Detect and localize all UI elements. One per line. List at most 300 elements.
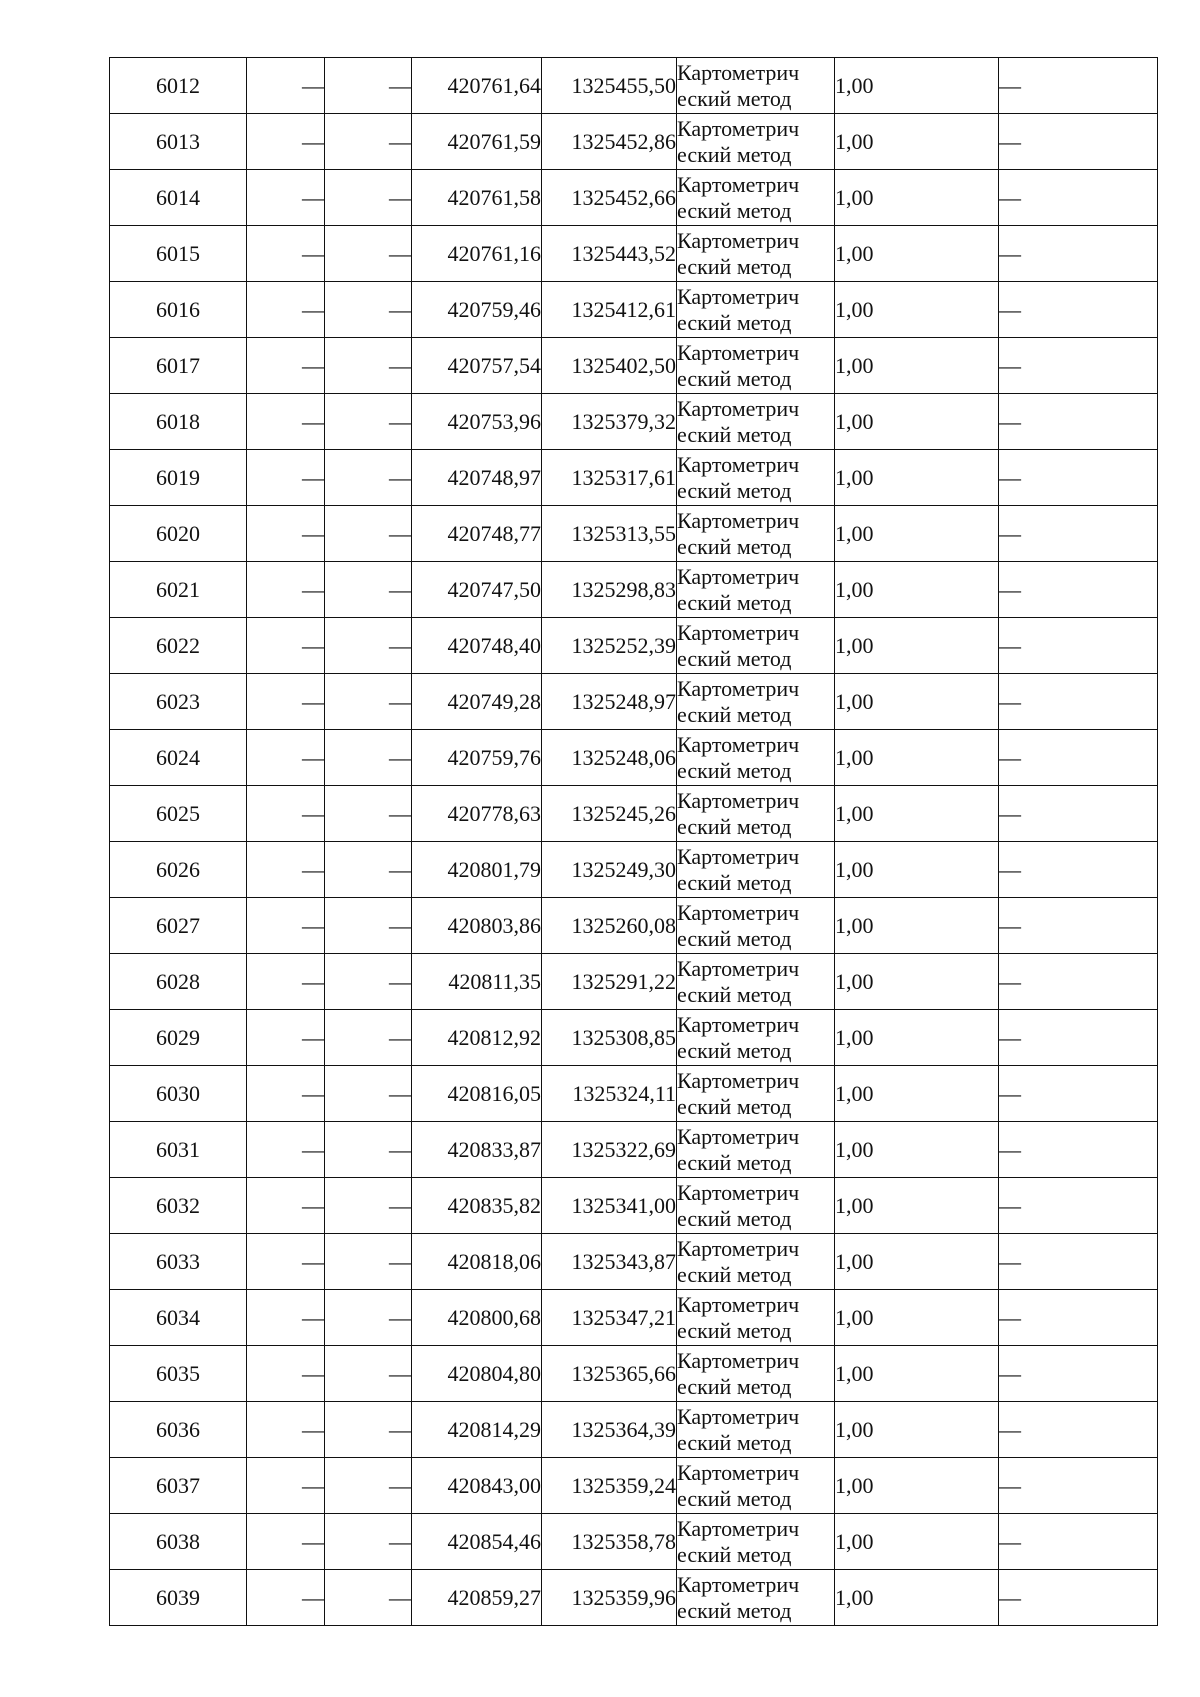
method-text-line2: еский метод [677, 981, 792, 1007]
empty-value-cell: — [247, 282, 325, 338]
note-cell: — [999, 1290, 1158, 1346]
accuracy-cell: 1,00 [835, 1514, 999, 1570]
empty-value-cell: — [325, 674, 412, 730]
empty-value-cell: — [247, 674, 325, 730]
accuracy-cell: 1,00 [835, 338, 999, 394]
method-text-line1: Картометрич [677, 452, 800, 478]
table-row [110, 954, 1158, 1010]
y-coordinate-cell: 1325322,69 [542, 1122, 677, 1178]
method-text-line1: Картометрич [677, 1460, 800, 1486]
table-row [110, 226, 1158, 282]
method-cell [677, 898, 835, 954]
x-coordinate-cell: 420778,63 [412, 786, 542, 842]
y-coordinate-cell: 1325379,32 [542, 394, 677, 450]
empty-value-cell: — [325, 1178, 412, 1234]
empty-value-cell: — [325, 842, 412, 898]
method-text-line2: еский метод [677, 701, 792, 727]
table-row [110, 338, 1158, 394]
accuracy-cell: 1,00 [835, 1122, 999, 1178]
empty-value-cell: — [247, 618, 325, 674]
method-cell [677, 450, 835, 506]
method-cell [677, 1402, 835, 1458]
y-coordinate-cell: 1325324,11 [542, 1066, 677, 1122]
method-text-line1: Картометрич [677, 732, 800, 758]
y-coordinate-cell: 1325291,22 [542, 954, 677, 1010]
empty-value-cell: — [247, 226, 325, 282]
y-coordinate-cell: 1325347,21 [542, 1290, 677, 1346]
method-text-line1: Картометрич [677, 1292, 800, 1318]
note-cell: — [999, 1066, 1158, 1122]
empty-value-cell: — [325, 618, 412, 674]
x-coordinate-cell: 420761,64 [412, 58, 542, 114]
empty-value-cell: — [247, 338, 325, 394]
method-text-line1: Картометрич [677, 788, 800, 814]
x-coordinate-cell: 420761,59 [412, 114, 542, 170]
note-cell: — [999, 394, 1158, 450]
empty-value-cell: — [325, 1122, 412, 1178]
x-coordinate-cell: 420811,35 [412, 954, 542, 1010]
empty-value-cell: — [247, 394, 325, 450]
accuracy-cell: 1,00 [835, 1290, 999, 1346]
note-cell: — [999, 954, 1158, 1010]
method-text-line2: еский метод [677, 85, 792, 111]
table-row [110, 618, 1158, 674]
note-cell: — [999, 282, 1158, 338]
accuracy-cell: 1,00 [835, 114, 999, 170]
empty-value-cell: — [247, 170, 325, 226]
method-cell [677, 1010, 835, 1066]
empty-value-cell: — [247, 1402, 325, 1458]
y-coordinate-cell: 1325260,08 [542, 898, 677, 954]
method-text-line1: Картометрич [677, 1572, 800, 1598]
method-cell [677, 1066, 835, 1122]
method-text-line1: Картометрич [677, 1180, 800, 1206]
method-text-line2: еский метод [677, 1149, 792, 1175]
method-text-line1: Картометрич [677, 340, 800, 366]
empty-value-cell: — [247, 1010, 325, 1066]
point-number-cell: 6033 [110, 1234, 247, 1290]
x-coordinate-cell: 420818,06 [412, 1234, 542, 1290]
method-cell [677, 1122, 835, 1178]
method-text-line2: еский метод [677, 253, 792, 279]
x-coordinate-cell: 420761,58 [412, 170, 542, 226]
empty-value-cell: — [247, 1458, 325, 1514]
note-cell: — [999, 1570, 1158, 1626]
note-cell: — [999, 58, 1158, 114]
y-coordinate-cell: 1325252,39 [542, 618, 677, 674]
x-coordinate-cell: 420843,00 [412, 1458, 542, 1514]
point-number-cell: 6020 [110, 506, 247, 562]
empty-value-cell: — [247, 954, 325, 1010]
method-text-line1: Картометрич [677, 1516, 800, 1542]
method-text-line2: еский метод [677, 477, 792, 503]
coordinates-table [109, 57, 1158, 1626]
method-text-line2: еский метод [677, 421, 792, 447]
x-coordinate-cell: 420800,68 [412, 1290, 542, 1346]
method-text-line2: еский метод [677, 141, 792, 167]
accuracy-cell: 1,00 [835, 394, 999, 450]
method-text-line1: Картометрич [677, 956, 800, 982]
x-coordinate-cell: 420854,46 [412, 1514, 542, 1570]
empty-value-cell: — [325, 58, 412, 114]
empty-value-cell: — [247, 898, 325, 954]
method-cell [677, 1234, 835, 1290]
point-number-cell: 6024 [110, 730, 247, 786]
empty-value-cell: — [325, 1402, 412, 1458]
point-number-cell: 6015 [110, 226, 247, 282]
empty-value-cell: — [325, 898, 412, 954]
point-number-cell: 6028 [110, 954, 247, 1010]
method-text-line2: еский метод [677, 925, 792, 951]
y-coordinate-cell: 1325298,83 [542, 562, 677, 618]
method-text-line2: еский метод [677, 365, 792, 391]
y-coordinate-cell: 1325249,30 [542, 842, 677, 898]
method-cell [677, 842, 835, 898]
table-row [110, 1514, 1158, 1570]
empty-value-cell: — [247, 1122, 325, 1178]
method-text-line2: еский метод [677, 1205, 792, 1231]
empty-value-cell: — [247, 1066, 325, 1122]
y-coordinate-cell: 1325402,50 [542, 338, 677, 394]
method-cell [677, 562, 835, 618]
accuracy-cell: 1,00 [835, 58, 999, 114]
method-text-line2: еский метод [677, 589, 792, 615]
empty-value-cell: — [325, 1514, 412, 1570]
y-coordinate-cell: 1325364,39 [542, 1402, 677, 1458]
method-text-line2: еский метод [677, 1597, 792, 1623]
accuracy-cell: 1,00 [835, 1234, 999, 1290]
x-coordinate-cell: 420748,40 [412, 618, 542, 674]
accuracy-cell: 1,00 [835, 618, 999, 674]
empty-value-cell: — [247, 786, 325, 842]
accuracy-cell: 1,00 [835, 730, 999, 786]
x-coordinate-cell: 420801,79 [412, 842, 542, 898]
point-number-cell: 6019 [110, 450, 247, 506]
method-text-line2: еский метод [677, 1485, 792, 1511]
accuracy-cell: 1,00 [835, 1570, 999, 1626]
method-cell [677, 394, 835, 450]
method-cell [677, 618, 835, 674]
empty-value-cell: — [325, 394, 412, 450]
table-row [110, 730, 1158, 786]
method-cell [677, 674, 835, 730]
table-row [110, 170, 1158, 226]
y-coordinate-cell: 1325443,52 [542, 226, 677, 282]
accuracy-cell: 1,00 [835, 562, 999, 618]
note-cell: — [999, 226, 1158, 282]
empty-value-cell: — [247, 842, 325, 898]
accuracy-cell: 1,00 [835, 170, 999, 226]
method-cell [677, 506, 835, 562]
point-number-cell: 6026 [110, 842, 247, 898]
y-coordinate-cell: 1325343,87 [542, 1234, 677, 1290]
x-coordinate-cell: 420753,96 [412, 394, 542, 450]
method-text-line2: еский метод [677, 533, 792, 559]
accuracy-cell: 1,00 [835, 842, 999, 898]
accuracy-cell: 1,00 [835, 1066, 999, 1122]
method-text-line2: еский метод [677, 645, 792, 671]
method-cell [677, 114, 835, 170]
y-coordinate-cell: 1325412,61 [542, 282, 677, 338]
table-row [110, 1178, 1158, 1234]
method-text-line1: Картометрич [677, 116, 800, 142]
empty-value-cell: — [247, 1178, 325, 1234]
y-coordinate-cell: 1325365,66 [542, 1346, 677, 1402]
method-text-line2: еский метод [677, 813, 792, 839]
method-cell [677, 58, 835, 114]
y-coordinate-cell: 1325359,96 [542, 1570, 677, 1626]
table-row [110, 450, 1158, 506]
empty-value-cell: — [325, 170, 412, 226]
method-cell [677, 226, 835, 282]
note-cell: — [999, 618, 1158, 674]
table-row [110, 562, 1158, 618]
empty-value-cell: — [247, 58, 325, 114]
method-cell [677, 730, 835, 786]
empty-value-cell: — [247, 730, 325, 786]
method-text-line1: Картометрич [677, 1124, 800, 1150]
note-cell: — [999, 450, 1158, 506]
x-coordinate-cell: 420835,82 [412, 1178, 542, 1234]
method-text-line1: Картометрич [677, 228, 800, 254]
table-body [110, 58, 1158, 1626]
table-row [110, 1290, 1158, 1346]
accuracy-cell: 1,00 [835, 674, 999, 730]
x-coordinate-cell: 420803,86 [412, 898, 542, 954]
point-number-cell: 6017 [110, 338, 247, 394]
method-cell [677, 338, 835, 394]
empty-value-cell: — [247, 1570, 325, 1626]
method-cell [677, 1514, 835, 1570]
empty-value-cell: — [325, 282, 412, 338]
method-text-line1: Картометрич [677, 620, 800, 646]
empty-value-cell: — [325, 786, 412, 842]
method-text-line1: Картометрич [677, 1348, 800, 1374]
point-number-cell: 6023 [110, 674, 247, 730]
point-number-cell: 6016 [110, 282, 247, 338]
accuracy-cell: 1,00 [835, 1402, 999, 1458]
x-coordinate-cell: 420816,05 [412, 1066, 542, 1122]
method-text-line1: Картометрич [677, 1404, 800, 1430]
table-row [110, 1122, 1158, 1178]
note-cell: — [999, 338, 1158, 394]
point-number-cell: 6014 [110, 170, 247, 226]
point-number-cell: 6038 [110, 1514, 247, 1570]
empty-value-cell: — [247, 506, 325, 562]
y-coordinate-cell: 1325452,66 [542, 170, 677, 226]
method-text-line1: Картометрич [677, 284, 800, 310]
empty-value-cell: — [325, 338, 412, 394]
table-row [110, 674, 1158, 730]
method-text-line1: Картометрич [677, 396, 800, 422]
accuracy-cell: 1,00 [835, 282, 999, 338]
y-coordinate-cell: 1325341,00 [542, 1178, 677, 1234]
empty-value-cell: — [247, 1234, 325, 1290]
table-row [110, 506, 1158, 562]
method-text-line1: Картометрич [677, 172, 800, 198]
y-coordinate-cell: 1325308,85 [542, 1010, 677, 1066]
empty-value-cell: — [325, 1570, 412, 1626]
point-number-cell: 6029 [110, 1010, 247, 1066]
accuracy-cell: 1,00 [835, 506, 999, 562]
note-cell: — [999, 1178, 1158, 1234]
method-cell [677, 1290, 835, 1346]
empty-value-cell: — [247, 1346, 325, 1402]
table-row [110, 394, 1158, 450]
x-coordinate-cell: 420748,97 [412, 450, 542, 506]
note-cell: — [999, 506, 1158, 562]
point-number-cell: 6035 [110, 1346, 247, 1402]
point-number-cell: 6039 [110, 1570, 247, 1626]
accuracy-cell: 1,00 [835, 450, 999, 506]
empty-value-cell: — [325, 1290, 412, 1346]
table-row [110, 1010, 1158, 1066]
note-cell: — [999, 1458, 1158, 1514]
point-number-cell: 6034 [110, 1290, 247, 1346]
table-row [110, 1402, 1158, 1458]
y-coordinate-cell: 1325317,61 [542, 450, 677, 506]
note-cell: — [999, 674, 1158, 730]
method-text-line1: Картометрич [677, 1068, 800, 1094]
empty-value-cell: — [325, 1346, 412, 1402]
empty-value-cell: — [325, 450, 412, 506]
note-cell: — [999, 562, 1158, 618]
empty-value-cell: — [325, 1458, 412, 1514]
method-text-line1: Картометрич [677, 564, 800, 590]
method-text-line2: еский метод [677, 1429, 792, 1455]
accuracy-cell: 1,00 [835, 786, 999, 842]
method-text-line1: Картометрич [677, 60, 800, 86]
table-row [110, 58, 1158, 114]
y-coordinate-cell: 1325245,26 [542, 786, 677, 842]
method-cell [677, 1570, 835, 1626]
accuracy-cell: 1,00 [835, 226, 999, 282]
x-coordinate-cell: 420748,77 [412, 506, 542, 562]
empty-value-cell: — [325, 1234, 412, 1290]
point-number-cell: 6030 [110, 1066, 247, 1122]
point-number-cell: 6027 [110, 898, 247, 954]
y-coordinate-cell: 1325358,78 [542, 1514, 677, 1570]
table-row [110, 114, 1158, 170]
empty-value-cell: — [325, 1010, 412, 1066]
point-number-cell: 6018 [110, 394, 247, 450]
point-number-cell: 6032 [110, 1178, 247, 1234]
note-cell: — [999, 786, 1158, 842]
accuracy-cell: 1,00 [835, 954, 999, 1010]
x-coordinate-cell: 420814,29 [412, 1402, 542, 1458]
x-coordinate-cell: 420749,28 [412, 674, 542, 730]
point-number-cell: 6031 [110, 1122, 247, 1178]
accuracy-cell: 1,00 [835, 1010, 999, 1066]
note-cell: — [999, 1234, 1158, 1290]
accuracy-cell: 1,00 [835, 1346, 999, 1402]
point-number-cell: 6022 [110, 618, 247, 674]
accuracy-cell: 1,00 [835, 1178, 999, 1234]
empty-value-cell: — [325, 730, 412, 786]
empty-value-cell: — [247, 114, 325, 170]
table-row [110, 786, 1158, 842]
table-row [110, 842, 1158, 898]
x-coordinate-cell: 420859,27 [412, 1570, 542, 1626]
method-text-line2: еский метод [677, 757, 792, 783]
note-cell: — [999, 898, 1158, 954]
method-text-line1: Картометрич [677, 844, 800, 870]
note-cell: — [999, 1346, 1158, 1402]
empty-value-cell: — [325, 954, 412, 1010]
x-coordinate-cell: 420759,46 [412, 282, 542, 338]
note-cell: — [999, 730, 1158, 786]
method-cell [677, 1178, 835, 1234]
method-text-line2: еский метод [677, 1261, 792, 1287]
accuracy-cell: 1,00 [835, 1458, 999, 1514]
empty-value-cell: — [325, 114, 412, 170]
x-coordinate-cell: 420759,76 [412, 730, 542, 786]
table-row [110, 1570, 1158, 1626]
table-row [110, 1066, 1158, 1122]
empty-value-cell: — [325, 1066, 412, 1122]
empty-value-cell: — [325, 506, 412, 562]
method-text-line2: еский метод [677, 1541, 792, 1567]
method-text-line1: Картометрич [677, 676, 800, 702]
empty-value-cell: — [247, 1290, 325, 1346]
method-text-line2: еский метод [677, 1037, 792, 1063]
method-cell [677, 170, 835, 226]
method-text-line1: Картометрич [677, 900, 800, 926]
table-row [110, 898, 1158, 954]
method-text-line1: Картометрич [677, 1236, 800, 1262]
method-text-line2: еский метод [677, 309, 792, 335]
y-coordinate-cell: 1325248,97 [542, 674, 677, 730]
method-cell [677, 282, 835, 338]
method-text-line1: Картометрич [677, 1012, 800, 1038]
x-coordinate-cell: 420747,50 [412, 562, 542, 618]
y-coordinate-cell: 1325452,86 [542, 114, 677, 170]
method-cell [677, 954, 835, 1010]
point-number-cell: 6013 [110, 114, 247, 170]
method-cell [677, 786, 835, 842]
note-cell: — [999, 1010, 1158, 1066]
point-number-cell: 6037 [110, 1458, 247, 1514]
note-cell: — [999, 114, 1158, 170]
method-text-line2: еский метод [677, 869, 792, 895]
table-row [110, 1346, 1158, 1402]
y-coordinate-cell: 1325313,55 [542, 506, 677, 562]
method-text-line2: еский метод [677, 197, 792, 223]
x-coordinate-cell: 420757,54 [412, 338, 542, 394]
empty-value-cell: — [247, 450, 325, 506]
table-row [110, 1234, 1158, 1290]
y-coordinate-cell: 1325455,50 [542, 58, 677, 114]
point-number-cell: 6021 [110, 562, 247, 618]
method-text-line2: еский метод [677, 1373, 792, 1399]
y-coordinate-cell: 1325248,06 [542, 730, 677, 786]
x-coordinate-cell: 420812,92 [412, 1010, 542, 1066]
empty-value-cell: — [247, 1514, 325, 1570]
x-coordinate-cell: 420804,80 [412, 1346, 542, 1402]
note-cell: — [999, 842, 1158, 898]
note-cell: — [999, 1402, 1158, 1458]
x-coordinate-cell: 420761,16 [412, 226, 542, 282]
method-text-line1: Картометрич [677, 508, 800, 534]
method-text-line2: еский метод [677, 1093, 792, 1119]
method-cell [677, 1458, 835, 1514]
empty-value-cell: — [325, 226, 412, 282]
x-coordinate-cell: 420833,87 [412, 1122, 542, 1178]
point-number-cell: 6025 [110, 786, 247, 842]
method-text-line2: еский метод [677, 1317, 792, 1343]
y-coordinate-cell: 1325359,24 [542, 1458, 677, 1514]
table-row [110, 282, 1158, 338]
